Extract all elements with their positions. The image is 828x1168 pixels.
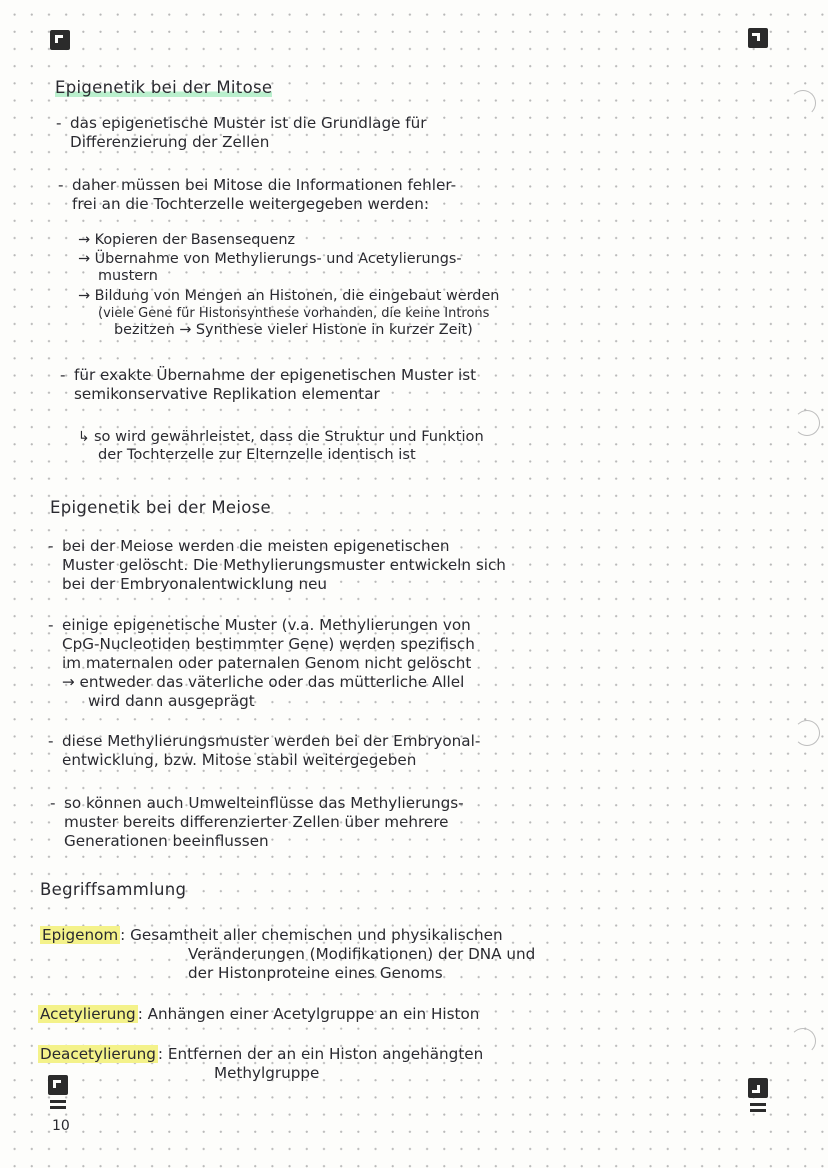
text-line: Bildung von Mengen an Histonen, die eingebaut werden [94,288,500,304]
corner-bar-icon [50,1106,66,1109]
mitosis-sub-2 [78,251,462,285]
glossary-definition: der Histonproteine eines Genoms [188,964,443,982]
mitosis-bullet-3: - für exakte Übernahme der epigenetischen Muster ist semikonservative Replikation elementar [60,366,477,403]
mitosis-conclusion [78,428,484,463]
glossary-definition: Methylgruppe [214,1064,320,1082]
corner-bar-icon [750,1103,766,1106]
mitosis-sub-1 [78,232,295,249]
text-line: der Tochterzelle zur Elternzelle identisch ist [98,446,416,463]
meiosis-bullet-3: - diese Methylierungsmuster werden bei der Embryonal- entwicklung, bzw. Mitose stabil weitergegeben [48,732,481,769]
text-line: so wird gewährleistet, dass die Struktur und Funktion [93,428,484,445]
text-line: → entweder das väterliche oder das mütterliche Allel [62,673,465,691]
glossary-definition: Gesamtheit aller chemischen und physikalischen [130,926,503,944]
text-line: muster bereits differenzierter Zellen über mehrere [64,813,449,831]
arrow-icon: → [78,288,95,304]
return-arrow-icon: ↳ [78,429,94,445]
text-line: entwicklung, bzw. Mitose stabil weitergegeben [62,751,417,769]
glossary-term: Deacetylierung [40,1045,156,1063]
mitosis-sub-3 [78,288,499,339]
binder-ring-icon [790,90,816,116]
glossary-entry-acetylierung: Acetylierung : Anhängen einer Acetylgruppe an ein Histon [40,1005,480,1023]
mitosis-bullet-1: - das epigenetische Muster ist die Grundlage für Differenzierung der Zellen [56,114,427,151]
binder-ring-icon [794,410,820,436]
meiosis-bullet-1: - bei der Meiose werden die meisten epigenetischen Muster gelöscht. Die Methylierungsmuster entwickeln sich bei der Embryonalentwicklung neu [48,537,506,593]
glossary-entry-deacetylierung: Deacetylierung : Entfernen der an ein Histon angehängten Methylgruppe [40,1045,484,1082]
text-line: Generationen beeinflussen [64,832,269,850]
text-line: bei der Embryonalentwicklung neu [62,575,328,593]
mitosis-bullet-2: - daher müssen bei Mitose die Informationen fehler- frei an die Tochterzelle weitergegeben werden: [58,176,457,213]
text-line: wird dann ausgeprägt [88,692,255,710]
corner-bar-icon [50,1100,66,1103]
corner-marker-top-right-icon [748,28,768,48]
corner-marker-top-left-icon [50,30,70,50]
text-line: daher müssen bei Mitose die Informationen fehler- [72,176,457,194]
text-line: einige epigenetische Muster (v.a. Methylierungen von [62,616,471,634]
text-line: Kopieren der Basensequenz [94,232,296,248]
text-line: Differenzierung der Zellen [70,133,270,151]
glossary-entry-epigenom: Epigenom : Gesamtheit aller chemischen und physikalischen Veränderungen (Modifikationen) der DNA und der Histonproteine eines Genoms [42,926,536,982]
meiosis-bullet-2: - einige epigenetische Muster (v.a. Methylierungen von CpG-Nucleotiden bestimmter Gene) werden spezifisch im maternalen oder paternalen Genom nicht gelöscht → entweder das väterliche oder das mütterliche Allel wird dann ausgeprägt [48,616,475,710]
text-line: mustern [98,268,158,284]
binder-ring-icon [790,1028,816,1054]
glossary-term: Acetylierung [40,1005,136,1023]
glossary-definition: Anhängen einer Acetylgruppe an ein Histon [147,1005,480,1023]
corner-marker-bottom-right-icon [748,1078,768,1098]
glossary-definition: Veränderungen (Modifikationen) der DNA und [188,945,536,963]
text-line: das epigenetische Muster ist die Grundlage für [70,114,427,132]
section-heading-glossary: Begriffsammlung [40,880,187,899]
arrow-icon: → [78,251,95,267]
section-heading-meiosis: Epigenetik bei der Meiose [50,498,271,517]
text-line: so können auch Umwelteinflüsse das Methylierungs- [64,794,464,812]
page-number: 10 [52,1118,70,1134]
text-line: bei der Meiose werden die meisten epigenetischen [62,537,450,555]
section-heading-mitosis: Epigenetik bei der Mitose [55,78,273,97]
binder-ring-icon [794,720,820,746]
text-line: semikonservative Replikation elementar [74,385,380,403]
text-line: für exakte Übernahme der epigenetischen Muster ist [74,366,477,384]
text-line: CpG-Nucleotiden bestimmter Gene) werden spezifisch [62,635,475,653]
text-line: im maternalen oder paternalen Genom nicht gelöscht [62,654,472,672]
text-line: frei an die Tochterzelle weitergegeben werden: [72,195,430,213]
text-line: bezitzen → Synthese vieler Histone in kurzer Zeit) [114,322,473,338]
glossary-term: Epigenom [42,926,119,944]
text-line: (viele Gene für Histonsynthese vorhanden, die keine Introns [98,306,490,321]
arrow-icon: → [78,232,95,248]
corner-bar-icon [750,1109,766,1112]
meiosis-bullet-4: - so können auch Umwelteinflüsse das Methylierungs- muster bereits differenzierter Zellen über mehrere Generationen beeinflussen [50,794,464,850]
glossary-definition: Entfernen der an ein Histon angehängten [167,1045,484,1063]
text-line: Muster gelöscht. Die Methylierungsmuster entwickeln sich [62,556,506,574]
text-line: diese Methylierungsmuster werden bei der Embryonal- [62,732,481,750]
text-line: Übernahme von Methylierungs- und Acetylierungs- [94,251,462,267]
